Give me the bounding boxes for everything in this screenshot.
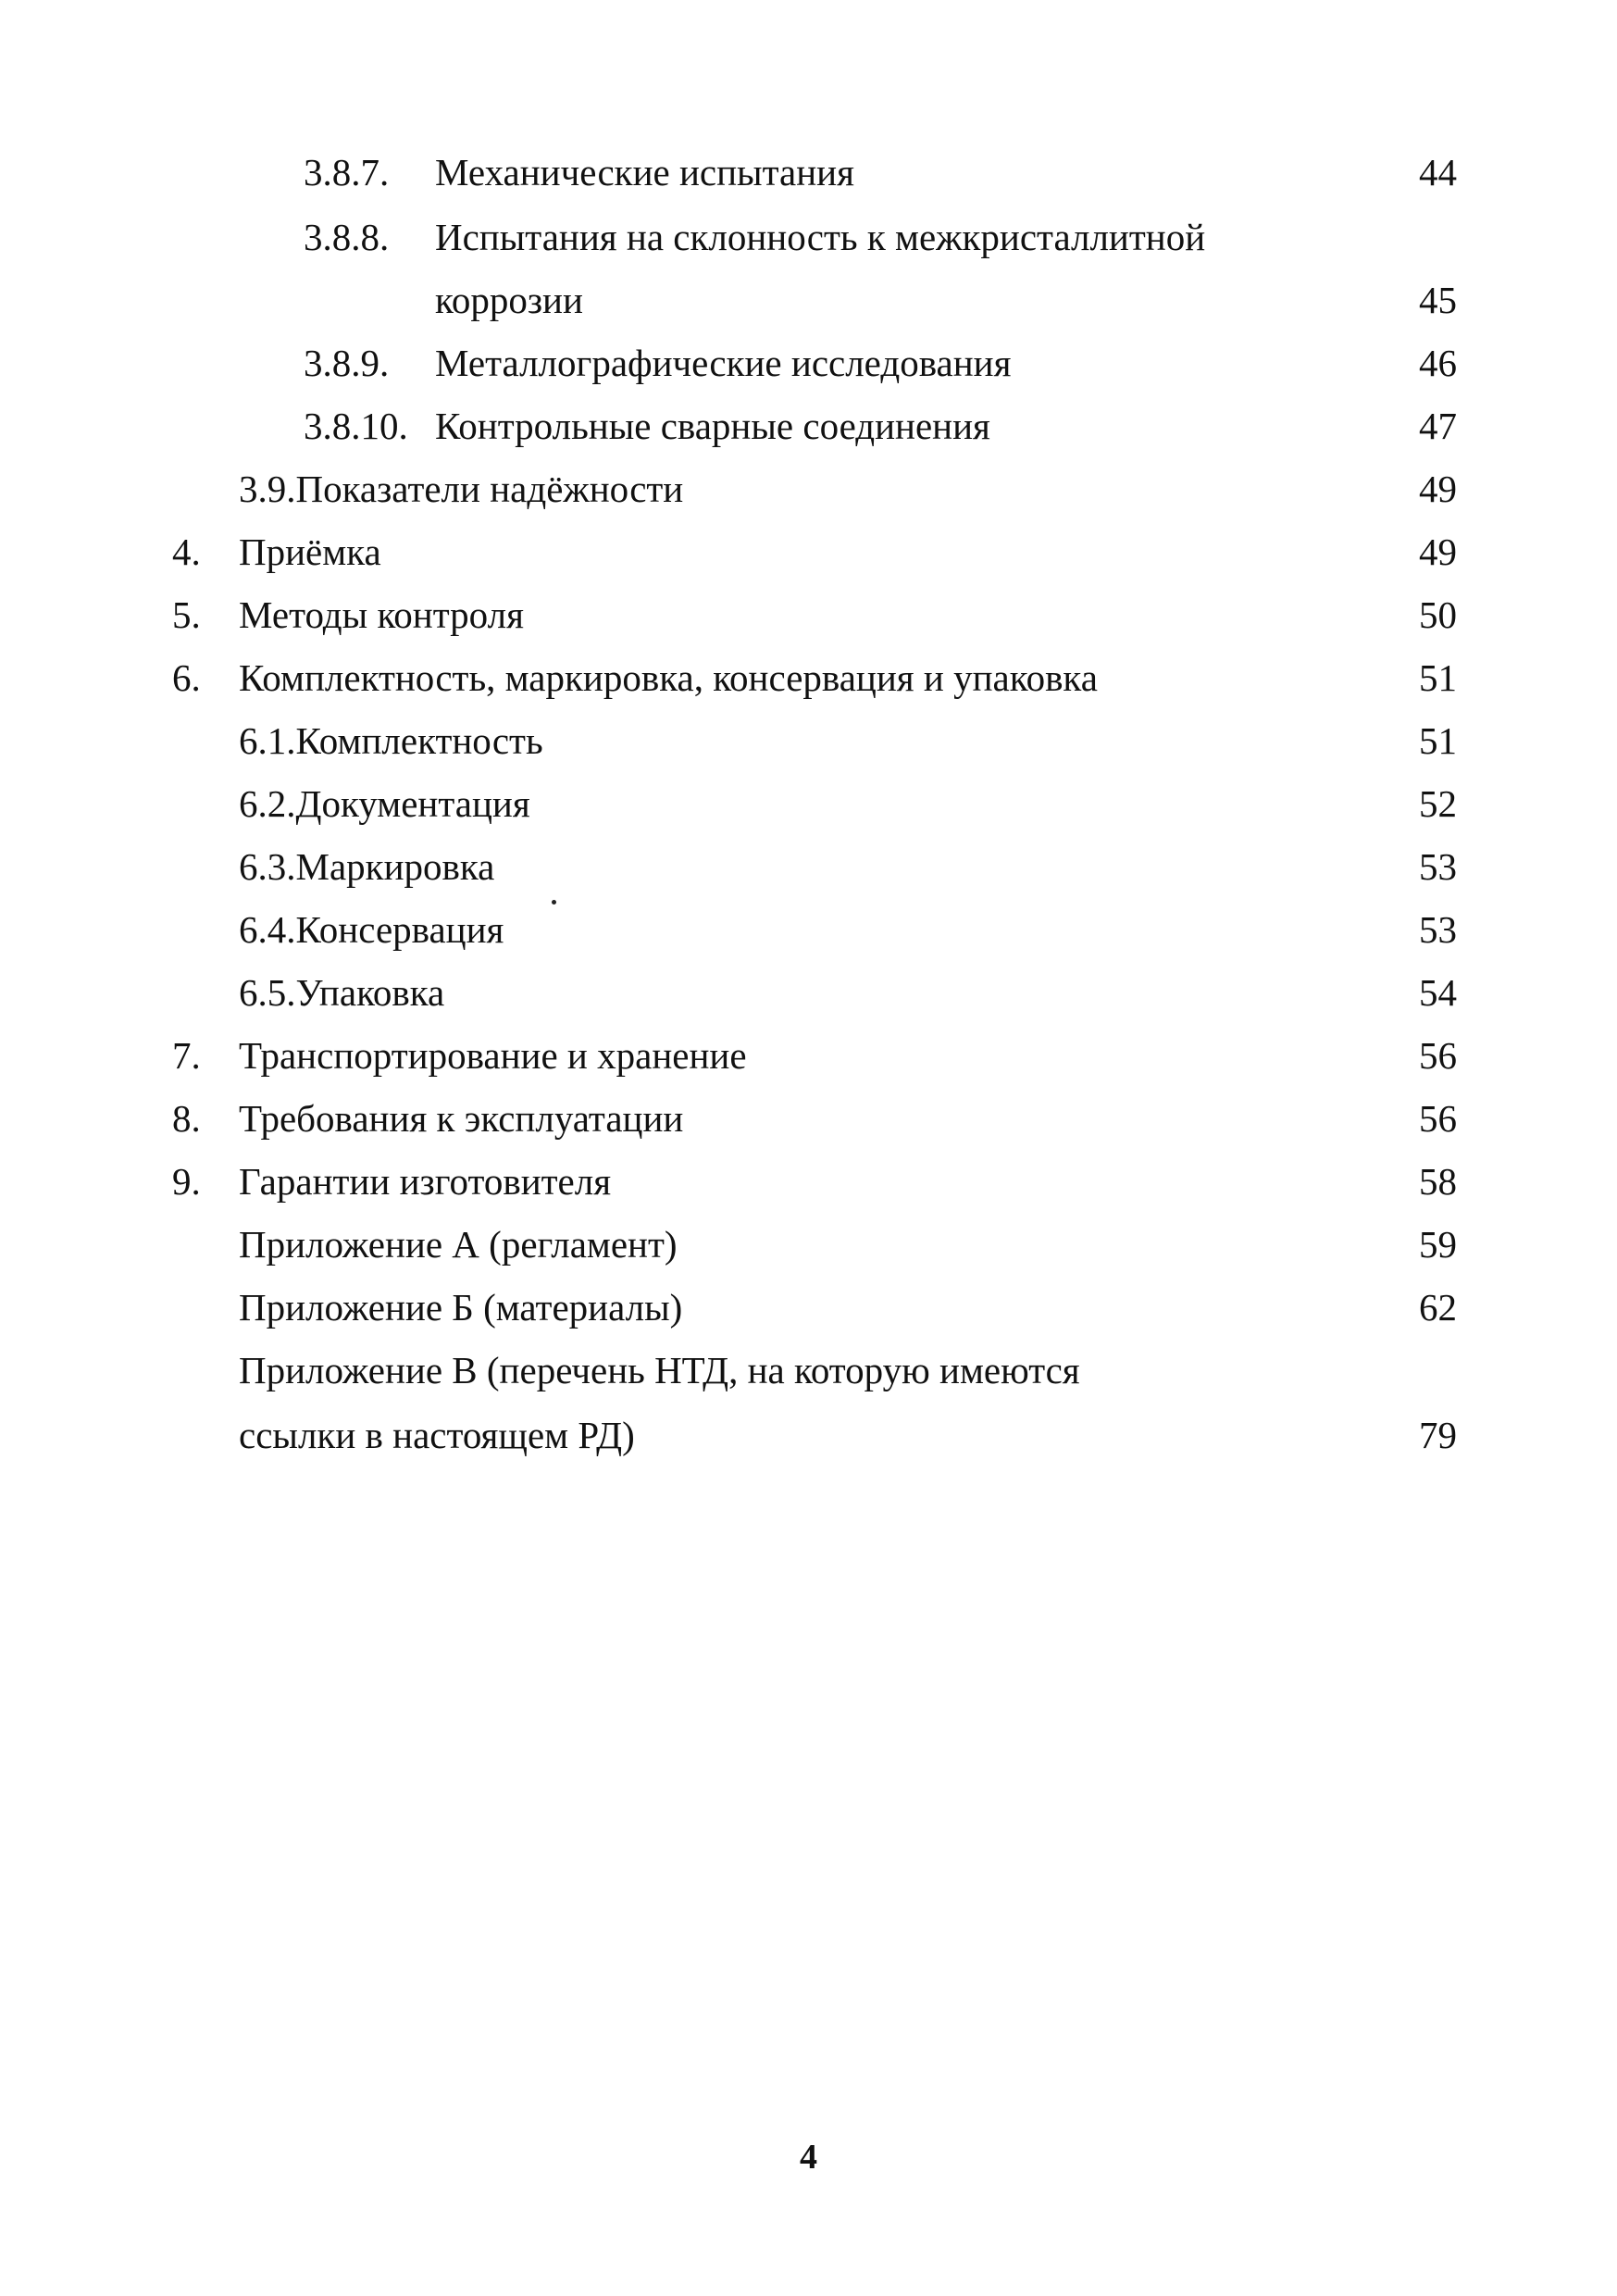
toc-entry-title: 6.3.Маркировка [239, 845, 495, 888]
toc-entry-title: Транспортирование и хранение [239, 1034, 747, 1077]
toc-entry-title: Комплектность, маркировка, консервация и упаковка [239, 656, 1098, 699]
toc-entry [0, 141, 1617, 204]
toc-entry-continuation [0, 268, 1617, 331]
toc-entry-title: 3.9.Показатели надёжности [239, 468, 684, 510]
toc-entry-title: Приложение В (перечень НТД, на которую имеются [239, 1349, 1080, 1391]
toc-entry-page: 51 [1419, 656, 1457, 699]
toc-entry [0, 835, 1617, 898]
toc-entry [0, 1024, 1617, 1087]
toc-entry [0, 394, 1617, 457]
toc-entry [0, 772, 1617, 835]
scan-speck [552, 900, 556, 905]
toc-entry-number: 3.8.10. [304, 405, 408, 447]
toc-entry-page: 51 [1419, 719, 1457, 762]
toc-entry-title: Механические испытания [435, 151, 854, 193]
toc-entry [0, 1276, 1617, 1339]
toc-entry [0, 1087, 1617, 1150]
toc-entry-number: 3.8.9. [304, 342, 390, 384]
toc-entry-title: Контрольные сварные соединения [435, 405, 990, 447]
toc-entry-title: 6.4.Консервация [239, 908, 504, 951]
toc-entry-title-continuation: ссылки в настоящем РД) [239, 1414, 635, 1456]
toc-entry-page: 54 [1419, 971, 1457, 1014]
toc-entry [0, 1213, 1617, 1276]
toc-entry-continuation [0, 1404, 1617, 1466]
toc-entry-page: 47 [1419, 405, 1457, 447]
toc-entry-title: 6.2.Документация [239, 782, 530, 825]
toc-entry-number: 9. [172, 1160, 201, 1203]
toc-entry [0, 520, 1617, 583]
toc-entry [0, 331, 1617, 394]
page-number: 4 [800, 2138, 817, 2177]
toc-entry-page: 46 [1419, 342, 1457, 384]
toc-entry-title-continuation: коррозии [435, 279, 583, 321]
toc-entry-title: 6.5.Упаковка [239, 971, 445, 1014]
toc-entry-number: 8. [172, 1097, 201, 1140]
toc-entry [0, 646, 1617, 709]
toc-entry [0, 1339, 1617, 1402]
toc-entry-number: 3.8.7. [304, 151, 390, 193]
toc-entry-title: Гарантии изготовителя [239, 1160, 612, 1203]
toc-entry-page: 59 [1419, 1223, 1457, 1266]
toc-entry-page: 56 [1419, 1034, 1457, 1077]
toc-entry-page: 49 [1419, 468, 1457, 510]
toc-entry-title: Испытания на склонность к межкристаллитной [435, 216, 1206, 258]
toc-entry-page: 44 [1419, 151, 1457, 193]
toc-entry [0, 1150, 1617, 1213]
toc-entry-page: 45 [1419, 279, 1457, 321]
toc-entry-title: Требования к эксплуатации [239, 1097, 684, 1140]
toc-entry-title: Приложение Б (материалы) [239, 1286, 683, 1329]
toc-entry-title: Металлографические исследования [435, 342, 1012, 384]
toc-entry [0, 206, 1617, 268]
toc-entry [0, 898, 1617, 961]
toc-entry-number: 7. [172, 1034, 201, 1077]
toc-entry-title: Методы контроля [239, 593, 524, 636]
toc-entry-number: 5. [172, 593, 201, 636]
toc-entry-number: 6. [172, 656, 201, 699]
toc-entry [0, 709, 1617, 772]
toc-entry-number: 4. [172, 530, 201, 573]
toc-entry [0, 457, 1617, 520]
toc-entry-page: 49 [1419, 530, 1457, 573]
toc-entry-title: Приложение А (регламент) [239, 1223, 678, 1266]
toc-entry-page: 53 [1419, 845, 1457, 888]
toc-entry [0, 961, 1617, 1024]
toc-entry-page: 50 [1419, 593, 1457, 636]
toc-entry-title: Приёмка [239, 530, 381, 573]
toc-entry-title: 6.1.Комплектность [239, 719, 543, 762]
toc-entry-page: 52 [1419, 782, 1457, 825]
toc-entry-page: 58 [1419, 1160, 1457, 1203]
toc-entry [0, 583, 1617, 646]
toc-entry-page: 79 [1419, 1414, 1457, 1456]
toc-entry-page: 53 [1419, 908, 1457, 951]
toc-entry-number: 3.8.8. [304, 216, 390, 258]
toc-entry-page: 56 [1419, 1097, 1457, 1140]
toc-entry-page: 62 [1419, 1286, 1457, 1329]
